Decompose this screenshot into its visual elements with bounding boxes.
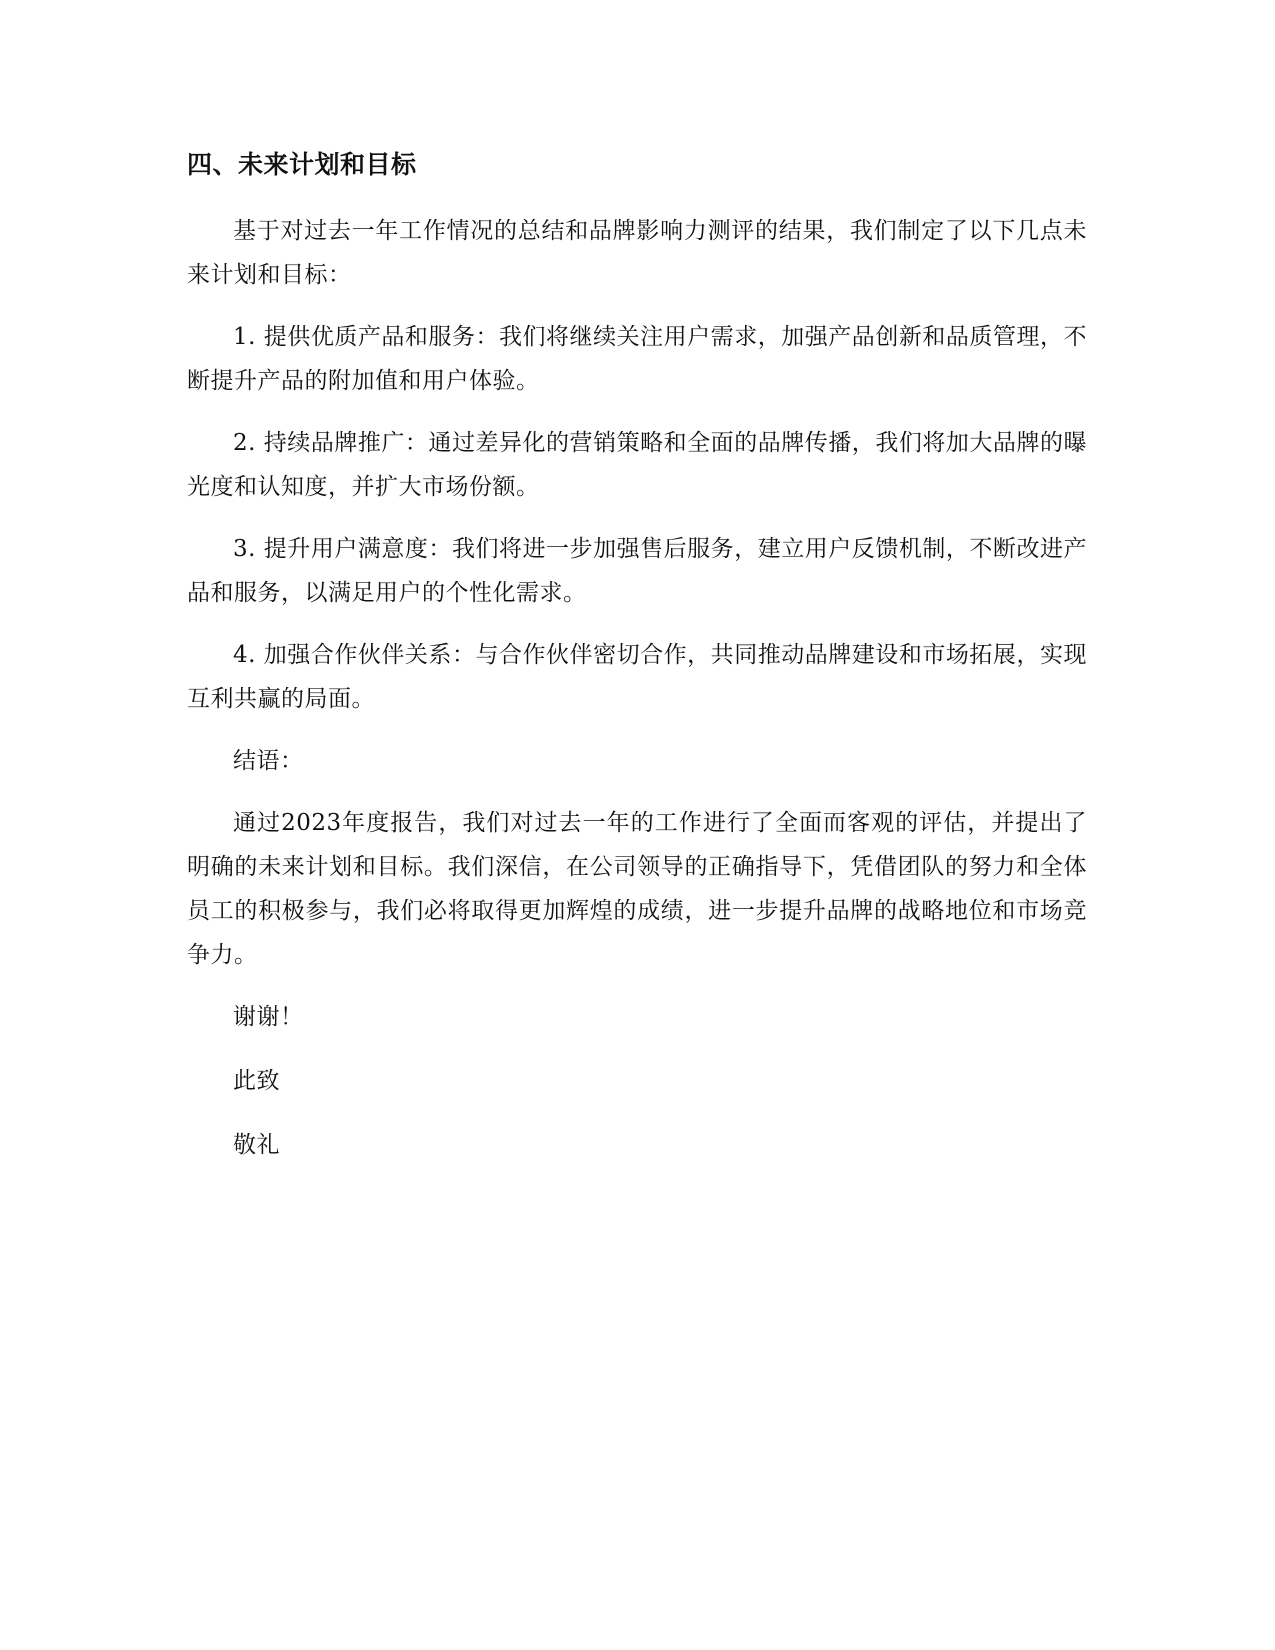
section-heading: 四、未来计划和目标: [187, 150, 417, 179]
sign-off-line-2: 敬礼: [233, 1132, 280, 1158]
conclusion-label: 结语：: [233, 748, 304, 774]
plan-item-2: 2. 持续品牌推广：通过差异化的营销策略和全面的品牌传播，我们将加大品牌的曝光度和认知度，并扩大市场份额。: [187, 430, 1087, 500]
plan-item-3: 3. 提升用户满意度：我们将进一步加强售后服务，建立用户反馈机制，不断改进产品和服务，以满足用户的个性化需求。: [187, 536, 1087, 606]
conclusion-paragraph: 通过2023年度报告，我们对过去一年的工作进行了全面而客观的评估，并提出了明确的未来计划和目标。我们深信，在公司领导的正确指导下，凭借团队的努力和全体员工的积极参与，我们必将取得更加辉煌的成绩，进一步提升品牌的战略地位和市场竞争力。: [187, 810, 1087, 968]
thanks-line: 谢谢！: [233, 1004, 304, 1030]
plan-item-4: 4. 加强合作伙伴关系：与合作伙伴密切合作，共同推动品牌建设和市场拓展，实现互利共赢的局面。: [187, 642, 1087, 712]
intro-paragraph: 基于对过去一年工作情况的总结和品牌影响力测评的结果，我们制定了以下几点未来计划和目标：: [187, 218, 1087, 288]
document-body: [187, 143, 1087, 1187]
sign-off-line-1: 此致: [233, 1068, 280, 1094]
plan-item-1: 1. 提供优质产品和服务：我们将继续关注用户需求，加强产品创新和品质管理，不断提升产品的附加值和用户体验。: [187, 324, 1087, 394]
